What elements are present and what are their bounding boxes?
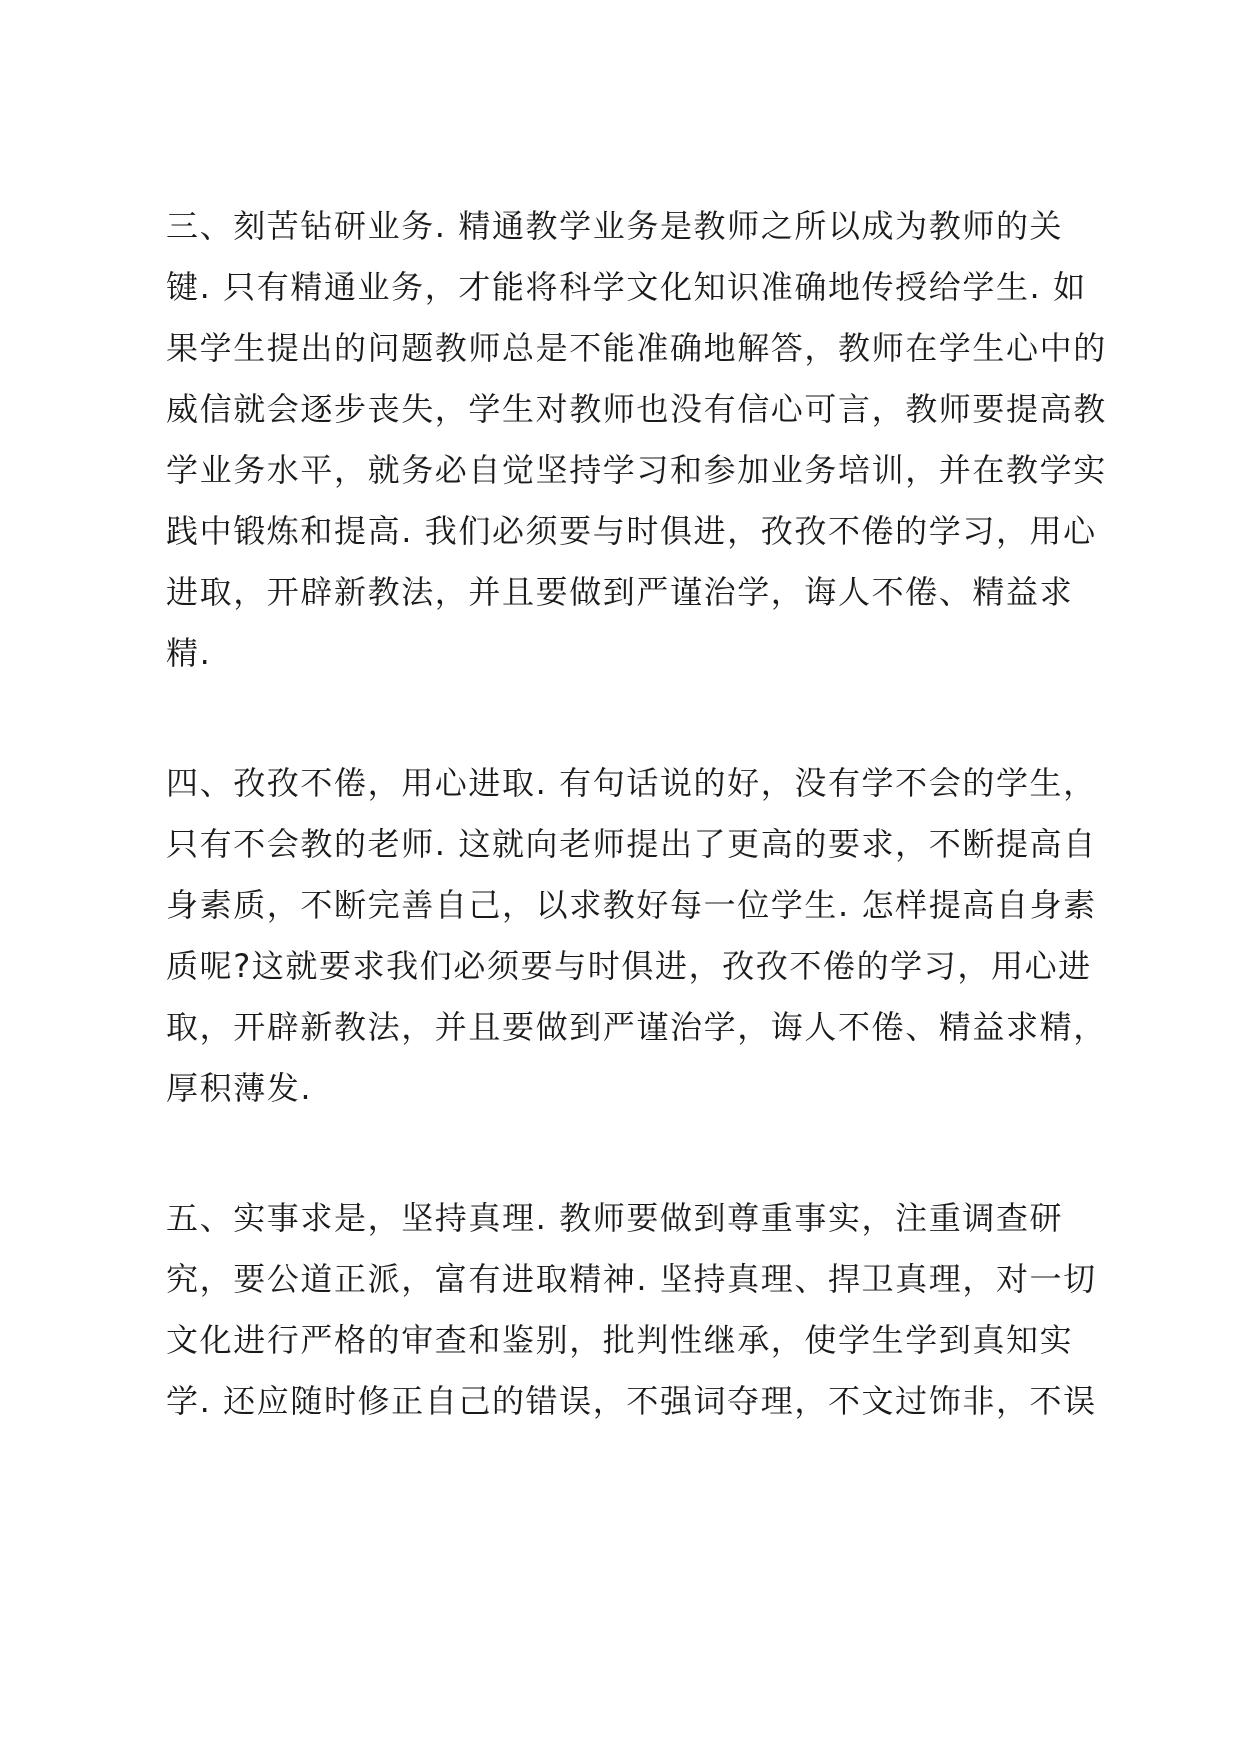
paragraph-line: 三、刻苦钻研业务. 精通教学业务是教师之所以成为教师的关 [166, 207, 1064, 245]
paragraph-line: 厚积薄发. [166, 1069, 313, 1107]
paragraph-line: 学. 还应随时修正自己的错误，不强词夺理，不文过饰非，不误 [166, 1382, 1097, 1420]
paragraph-line: 只有不会教的老师. 这就向老师提出了更高的要求，不断提高自 [166, 825, 1097, 863]
paragraph-line: 究，要公道正派，富有进取精神. 坚持真理、捍卫真理，对一切 [166, 1260, 1097, 1298]
paragraph-line: 键. 只有精通业务，才能将科学文化知识准确地传授给学生. 如 [166, 268, 1087, 306]
paragraph-line: 四、孜孜不倦，用心进取. 有句话说的好，没有学不会的学生， [166, 764, 1097, 802]
paragraph-line: 学业务水平，就务必自觉坚持学习和参加业务培训，并在教学实 [166, 451, 1107, 489]
paragraph-line: 身素质，不断完善自己，以求教好每一位学生. 怎样提高自身素 [166, 886, 1097, 924]
paragraph-line: 取，开辟新教法，并且要做到严谨治学，诲人不倦、精益求精， [166, 1008, 1107, 1046]
paragraph-line: 果学生提出的问题教师总是不能准确地解答，教师在学生心中的 [166, 329, 1107, 367]
paragraph-line: 质呢?这就要求我们必须要与时俱进，孜孜不倦的学习，用心进 [166, 947, 1092, 985]
paragraph-line: 文化进行严格的审查和鉴别，批判性继承，使学生学到真知实 [166, 1321, 1074, 1359]
paragraph-line: 践中锻炼和提高. 我们必须要与时俱进，孜孜不倦的学习，用心 [166, 512, 1097, 550]
paragraph-line: 五、实事求是，坚持真理. 教师要做到尊重事实，注重调查研 [166, 1199, 1064, 1237]
paragraph-line: 进取，开辟新教法，并且要做到严谨治学，诲人不倦、精益求 [166, 573, 1074, 611]
paragraph-line: 精. [166, 634, 212, 672]
paragraph-line: 威信就会逐步丧失，学生对教师也没有信心可言，教师要提高教 [166, 390, 1107, 428]
